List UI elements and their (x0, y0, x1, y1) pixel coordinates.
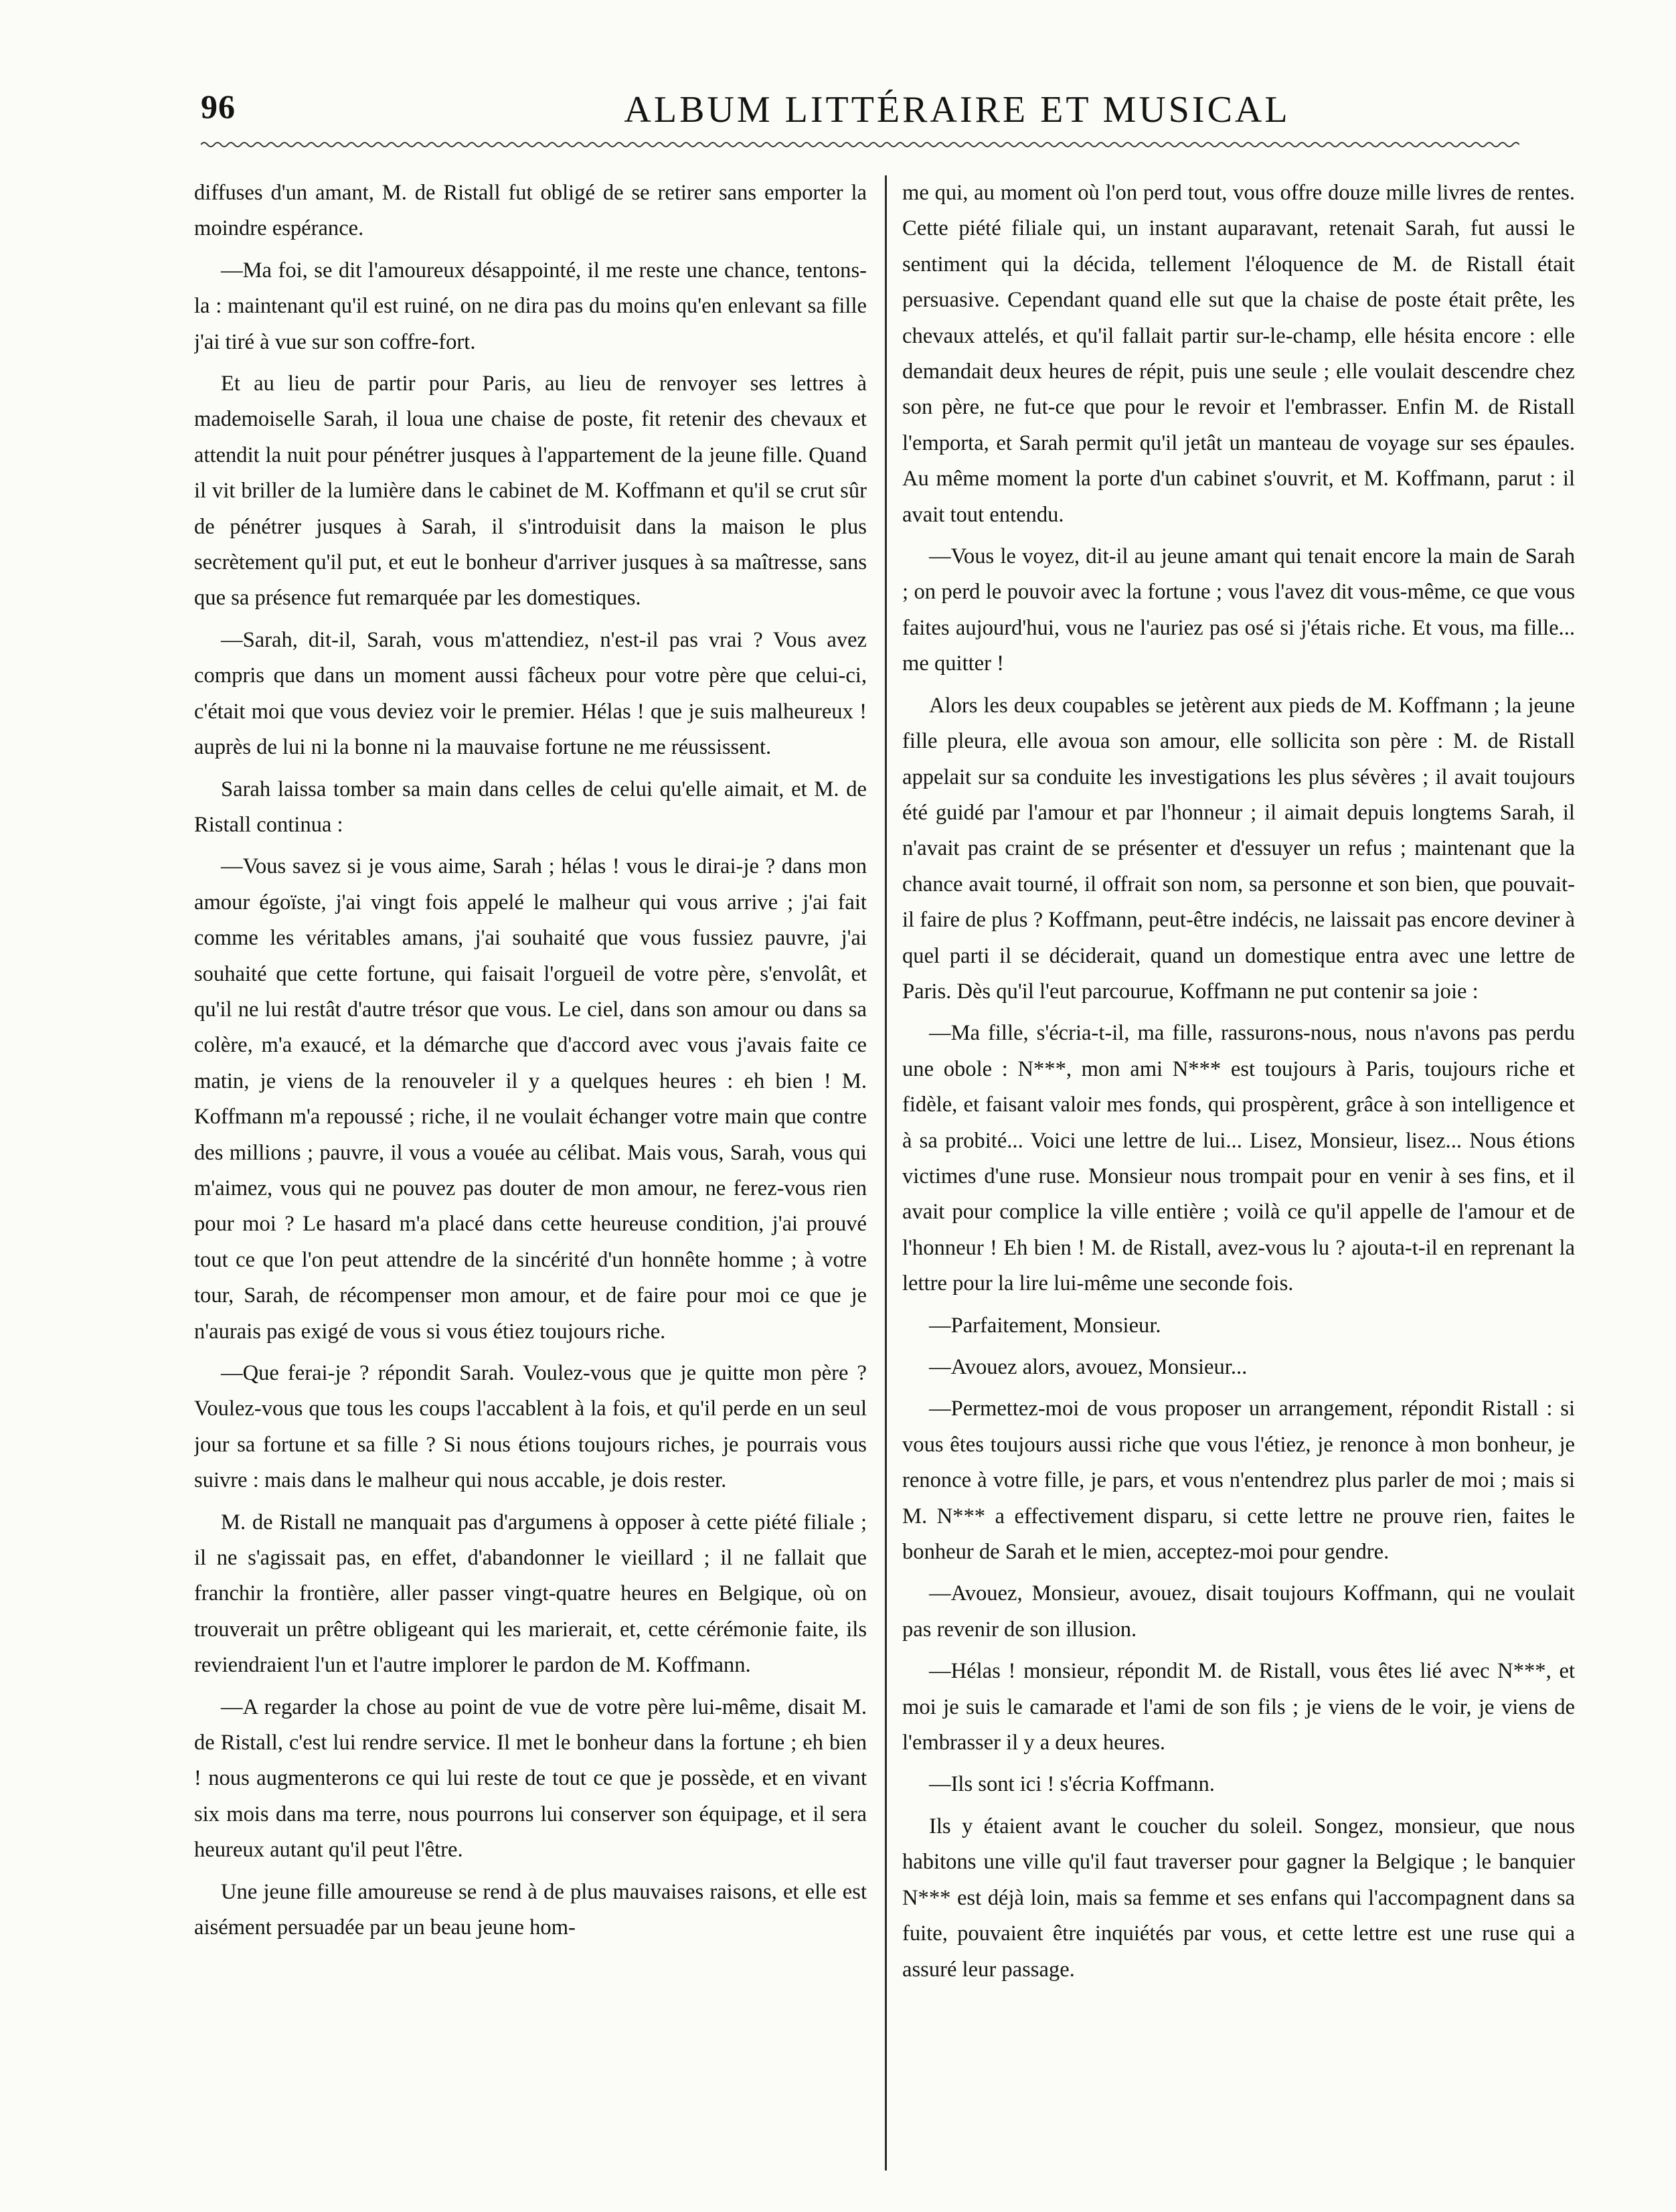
paragraph: —Permettez-moi de vous proposer un arrangement, répondit Ristall : si vous êtes toujours aussi riche que vous l'étiez, je renonce à mon bonheur, je renonce à votre fille, je pars, et vous n'entendrez plus parler de moi ; mais si M. N*** a effectivement disparu, si cette lettre ne prouve rien, faites le bonheur de Sarah et le mien, acceptez-moi pour gendre. (902, 1397, 1575, 1565)
paragraph: Alors les deux coupables se jetèrent aux pieds de M. Koffmann ; la jeune fille pleura, elle avoua son amour, elle sollicita son père : M. de Ristall appelait sur sa conduite les investigations les plus sévères ; il avait toujours été guidé par l'amour et par l'honneur ; il aimait depuis longtems Sarah, il n'avait pas craint de se présenter et d'essuyer un refus ; maintenant que la chance avait tourné, il offrait son nom, sa personne et son bien, que pouvait-il faire de plus ? Koffmann, peut-être indécis, ne laissait pas encore deviner à quel parti il se déciderait, quand un domestique entra avec une lettre de Paris. Dès qu'il l'eut parcourue, Koffmann ne put contenir sa joie : (902, 693, 1575, 1004)
paragraph: —Avouez alors, avouez, Monsieur... (929, 1355, 1248, 1379)
paragraph: Une jeune fille amoureuse se rend à de plus mauvaises raisons, et elle est aisément persuadée par un beau jeune hom- (194, 1879, 867, 1940)
paragraph: Ils y étaient avant le coucher du soleil. Songez, monsieur, que nous habitons une ville qu'il faut traverser pour gagner la Belgique ; le banquier N*** est déjà loin, mais sa femme et ses enfans qui l'accompagnent dans sa fuite, pouvaient être inquiétés par vous, et cette lettre est une ruse qui a assuré leur passage. (902, 1814, 1575, 1982)
right-column (902, 175, 1575, 2170)
column-divider (885, 175, 887, 2170)
paragraph: M. de Ristall ne manquait pas d'argumens à opposer à cette piété filiale ; il ne s'agissait pas, en effet, d'abandonner le vieillard ; il ne fallait que franchir la frontière, aller passer vingt-quatre heures en Belgique, où on trouverait un prêtre obligeant qui les marierait, et, cette cérémonie faite, ils reviendraient l'un et l'autre implorer le pardon de M. Koffmann. (194, 1510, 867, 1678)
paragraph: —Vous savez si je vous aime, Sarah ; hélas ! vous le dirai-je ? dans mon amour égoïste, j'ai vingt fois appelé le malheur qui vous arrive ; j'ai fait comme les véritables amans, j'ai souhaité que vous fussiez pauvre, j'ai souhaité que cette fortune, qui faisait l'orgueil de votre père, s'envolât, et qu'il ne lui restât d'autre trésor que vous. Le ciel, dans son amour ou dans sa colère, m'a exaucé, et la démarche que d'accord avec vous j'avais faite ce matin, je viens de la renouveler il y a quelques heures : eh bien ! M. Koffmann m'a repoussé ; riche, il ne voulait échanger votre main que contre des millions ; pauvre, il vous a vouée au célibat. Mais vous, Sarah, vous qui m'aimez, vous qui ne pouvez pas douter de mon amour, ne ferez-vous rien pour moi ? Le hasard m'a placé dans cette heureuse condition, j'ai prouvé tout ce que l'on peut attendre de la sincérité d'un honnête homme ; à votre tour, Sarah, de récompenser mon amour, et de faire pour moi ce que je n'aurais pas exigé de vous si vous étiez toujours riche. (194, 854, 867, 1344)
paragraph: Sarah laissa tomber sa main dans celles de celui qu'elle aimait, et M. de Ristall continua : (194, 777, 867, 837)
paragraph: —Que ferai-je ? répondit Sarah. Voulez-vous que je quitte mon père ? Voulez-vous que tous les coups l'accablent à la fois, et qu'il perde en un seul jour sa fortune et sa fille ? Si nous étions toujours riches, je pourrais vous suivre : mais dans le malheur qui nous accable, je dois rester. (194, 1361, 867, 1493)
decorative-rule (201, 139, 1519, 150)
left-column (194, 175, 867, 2170)
paragraph: —Avouez, Monsieur, avouez, disait toujours Koffmann, qui ne voulait pas revenir de son illusion. (902, 1581, 1575, 1642)
running-title: ALBUM LITTÉRAIRE ET MUSICAL (624, 89, 1290, 131)
paragraph: —A regarder la chose au point de vue de votre père lui-même, disait M. de Ristall, c'est lui rendre service. Il met le bonheur dans la fortune ; eh bien ! nous augmenterons ce qui lui reste de tout ce que je possède, et en vivant six mois dans ma terre, nous pourrons lui conserver son équipage, et il sera heureux autant qu'il peut l'être. (194, 1694, 867, 1863)
paragraph: —Ma fille, s'écria-t-il, ma fille, rassurons-nous, nous n'avons pas perdu une obole : N***, mon ami N*** est toujours à Paris, toujours riche et fidèle, et faisant valoir mes fonds, qui prospèrent, grâce à son intelligence et à sa probité... Voici une lettre de lui... Lisez, Monsieur, lisez... Nous étions victimes d'une ruse. Monsieur nous trompait pour en venir à ses fins, et il avait pour complice la ville entière ; voilà ce qu'il appelle de l'amour et de l'honneur ! Eh bien ! M. de Ristall, avez-vous lu ? ajouta-t-il en reprenant la lettre pour la lire lui-même une seconde fois. (902, 1021, 1575, 1296)
page-number: 96 (201, 88, 236, 125)
paragraph: —Sarah, dit-il, Sarah, vous m'attendiez, n'est-il pas vrai ? Vous avez compris que dans un moment aussi fâcheux pour votre père que celui-ci, c'était moi que vous deviez voir le premier. Hélas ! que je suis malheureux ! auprès de lui ni la bonne ni la mauvaise fortune ne me réussissent. (194, 627, 867, 760)
paragraph: diffuses d'un amant, M. de Ristall fut obligé de se retirer sans emporter la moindre espérance. (194, 181, 867, 241)
paragraph: me qui, au moment où l'on perd tout, vous offre douze mille livres de rentes. Cette piété filiale qui, un instant auparavant, retenait Sarah, fut aussi le sentiment qui la décida, tellement l'éloquence de M. de Ristall était persuasive. Cependant quand elle sut que la chaise de poste était prête, les chevaux attelés, et qu'il fallait partir sur-le-champ, elle hésita encore : elle demandait deux heures de répit, puis une seule ; elle voulait descendre chez son père, ne fut-ce que pour le revoir et l'embrasser. Enfin M. de Ristall l'emporta, et Sarah permit qu'il jetât un manteau de voyage sur ses épaules. Au même moment la porte d'un cabinet s'ouvrit, et M. Koffmann, parut : il avait tout entendu. (902, 181, 1575, 527)
paragraph: —Vous le voyez, dit-il au jeune amant qui tenait encore la main de Sarah ; on perd le pouvoir avec la fortune ; vous l'avez dit vous-même, ce que vous faites aujourd'hui, vous ne l'auriez pas osé si j'étais riche. Et vous, ma fille... me quitter ! (902, 544, 1575, 676)
paragraph: —Ma foi, se dit l'amoureux désappointé, il me reste une chance, tentons-la : maintenant qu'il est ruiné, on ne dira pas du moins qu'en enlevant sa fille j'ai tiré à vue sur son coffre-fort. (194, 258, 867, 354)
paragraph: —Parfaitement, Monsieur. (929, 1313, 1161, 1338)
paragraph: —Hélas ! monsieur, répondit M. de Ristall, vous êtes lié avec N***, et moi je suis le camarade et l'ami de son fils ; je viens de le voir, je viens de l'embrasser il y a deux heures. (902, 1659, 1575, 1755)
paragraph: —Ils sont ici ! s'écria Koffmann. (929, 1772, 1215, 1797)
page-header (201, 87, 1519, 134)
paragraph: Et au lieu de partir pour Paris, au lieu de renvoyer ses lettres à mademoiselle Sarah, il loua une chaise de poste, fit retenir des chevaux et attendit la nuit pour pénétrer jusques à l'appartement de la jeune fille. Quand il vit briller de la lumière dans le cabinet de M. Koffmann et qu'il se crut sûr de pénétrer jusques à Sarah, il s'introduisit dans la maison le plus secrètement qu'il put, et eut le bonheur d'arriver jusques à sa maîtresse, sans que sa présence fut remarquée par les domestiques. (194, 372, 867, 611)
